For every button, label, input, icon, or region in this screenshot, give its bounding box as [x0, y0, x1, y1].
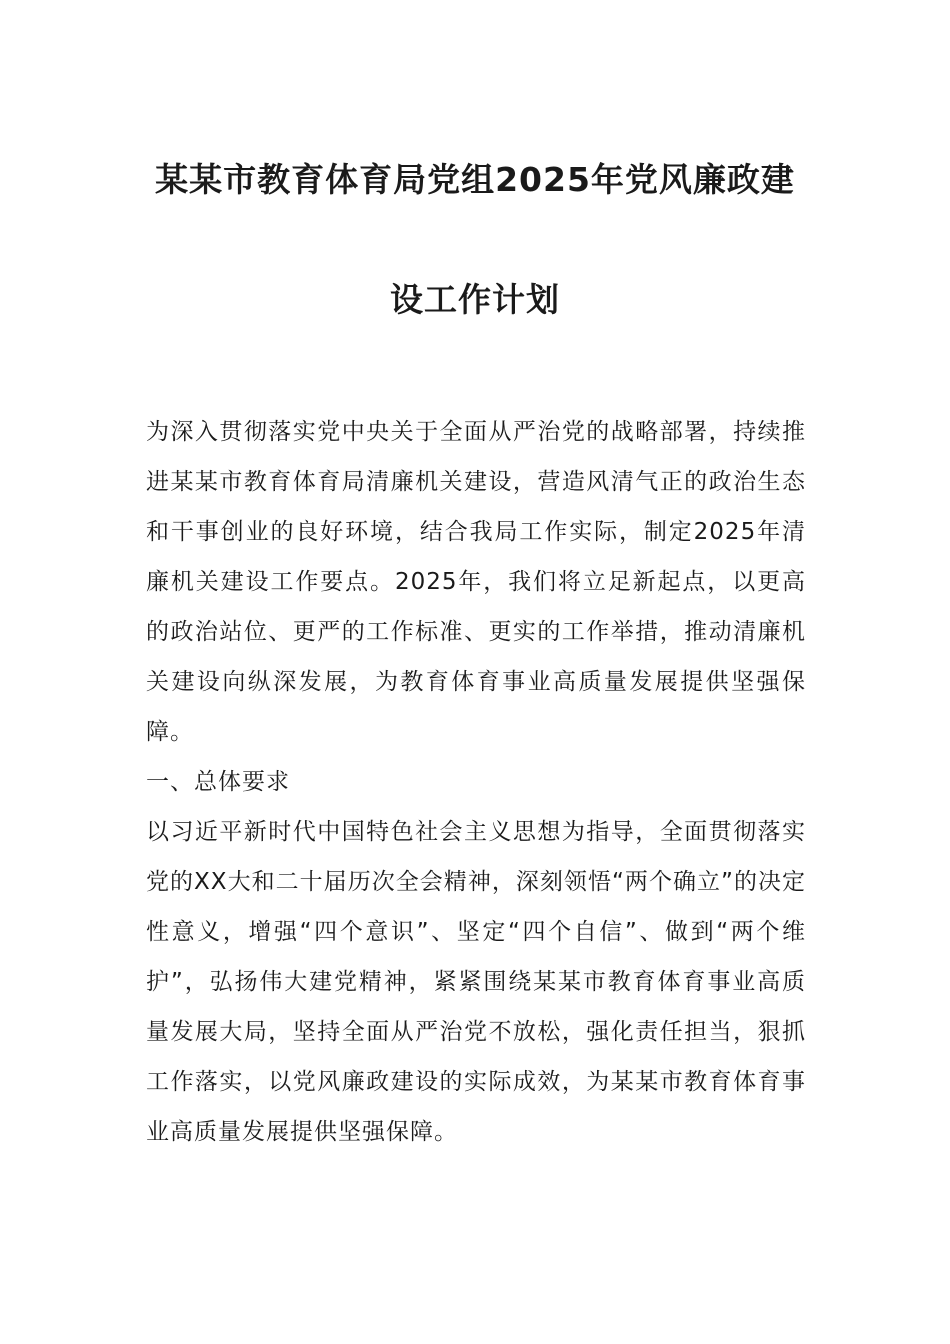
section-paragraph-general-requirements: 以习近平新时代中国特色社会主义思想为指导，全面贯彻落实党的XX大和二十届历次全会精神，深刻领悟“两个确立”的决定性意义，增强“四个意识”、坚定“四个自信”、做到“两个维护”，弘扬伟大建党精神，紧紧围绕某某市教育体育事业高质量发展大局，坚持全面从严治党不放松，强化责任担当，狠抓工作落实，以党风廉政建设的实际成效，为某某市教育体育事业高质量发展提供坚强保障。	[146, 819, 806, 1145]
document-title-line-1: 某某市教育体育局党组2025年党风廉政建	[155, 160, 795, 199]
intro-paragraph: 为深入贯彻落实党中央关于全面从严治党的战略部署，持续推进某某市教育体育局清廉机关建设，营造风清气正的政治生态和干事创业的良好环境，结合我局工作实际，制定2025年清廉机关建设工作要点。2025年，我们将立足新起点，以更高的政治站位、更严的工作标准、更实的工作举措，推动清廉机关建设向纵深发展，为教育体育事业高质量发展提供坚强保障。	[146, 419, 806, 745]
section-heading-general-requirements: 一、总体要求	[146, 769, 290, 795]
document-body	[146, 407, 806, 1157]
document-title-line-2: 设工作计划	[390, 280, 560, 319]
